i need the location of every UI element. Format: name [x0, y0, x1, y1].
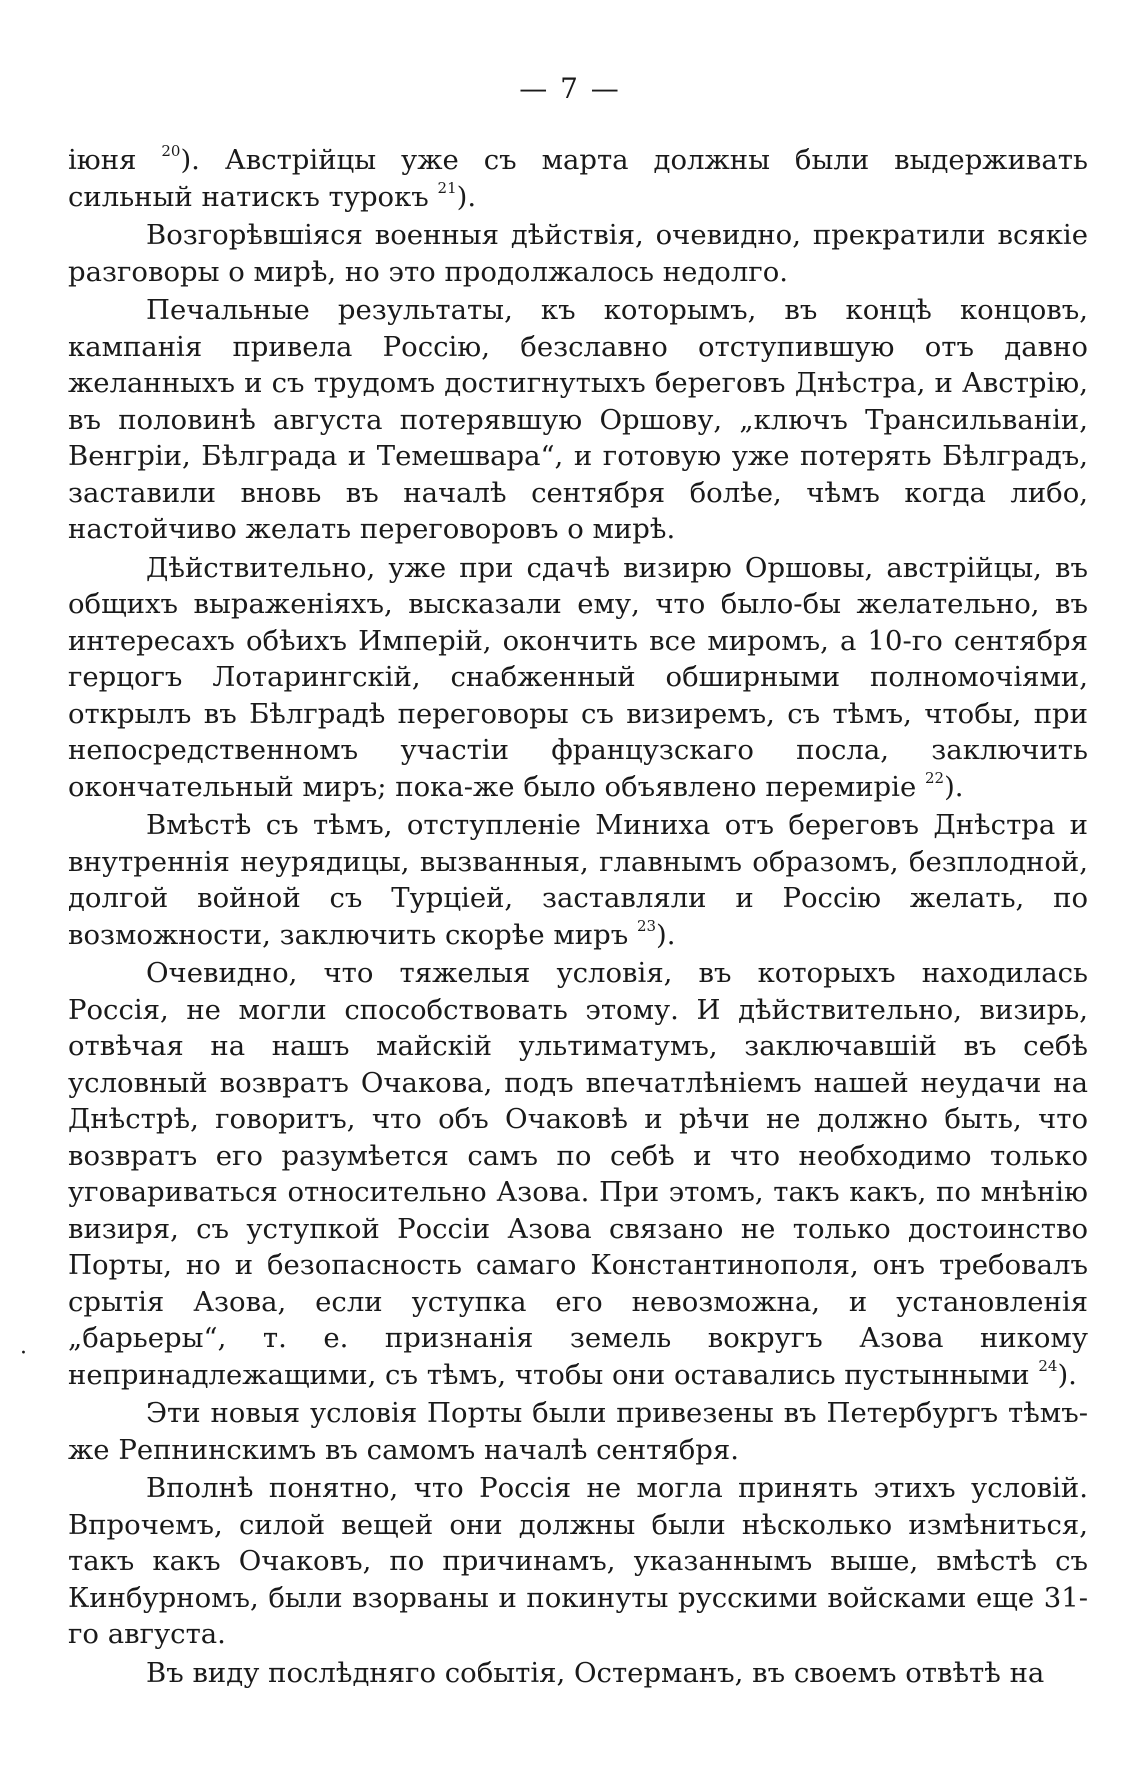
- paragraph: [68, 1395, 1088, 1468]
- paragraph-text: Вполнѣ понятно, что Россія не могла принять этихъ условій. Впрочемъ, силой вещей они должны были нѣсколько измѣниться, такъ какъ Очаковъ, по причинамъ, указаннымъ выше, вмѣстѣ съ Кинбурномъ, были взорваны и покинуты русскими войсками еще 31-го августа.: [68, 1472, 1088, 1650]
- footnote-ref: 21: [437, 178, 457, 197]
- footnote-ref: 22: [924, 768, 945, 787]
- paragraph-text: Печальные результаты, къ которымъ, въ концѣ концовъ, кампанія привела Россію, безславно отступившую отъ давно желанныхъ и съ трудомъ достигнутыхъ береговъ Днѣстра, и Австрію, въ половинѣ августа потерявшую Оршову, „ключъ Трансильваніи, Венгріи, Бѣлграда и Темешвара“, и готовую уже потерять Бѣлградъ, заставили вновь въ началѣ сентября болѣе, чѣмъ когда либо, настойчиво желать переговоровъ о мирѣ.: [68, 294, 1088, 545]
- paragraph-text: ).: [944, 770, 964, 803]
- paragraph: [68, 142, 1088, 215]
- paragraph-text: ).: [656, 918, 676, 951]
- paragraph-text: іюня: [68, 144, 162, 176]
- paragraph: [68, 807, 1088, 953]
- paragraph-text: ).: [1057, 1358, 1077, 1391]
- paragraph: [68, 292, 1088, 548]
- paragraph-text: ).: [456, 180, 477, 213]
- footnote-ref: 20: [161, 142, 181, 160]
- paragraph-text: Въ виду послѣдняго событія, Остерманъ, въ своемъ отвѣтѣ на: [146, 1656, 1045, 1689]
- paragraph-text: Вмѣстѣ съ тѣмъ, отступленіе Миниха отъ береговъ Днѣстра и внутреннія неурядицы, вызванныя, главнымъ образомъ, безплодной, долгой войной съ Турціей, заставляли и Россію желать, по возможности, заключить скорѣе миръ: [68, 809, 1088, 951]
- margin-mark: ·: [20, 1341, 27, 1366]
- page-number: — 7 —: [519, 72, 621, 105]
- paragraph-text: Возгорѣвшіяся военныя дѣйствія, очевидно, прекратили всякіе разговоры о мирѣ, но это продолжалось недолго.: [68, 219, 1088, 288]
- paragraph: [68, 550, 1088, 806]
- paragraph-text: Очевидно, что тяжелыя условія, въ которыхъ находилась Россія, не могли способствовать этому. И дѣйствительно, визирь, отвѣчая на нашъ майскій ультиматумъ, заключавшій въ себѣ условный возвратъ Очакова, подъ впечатлѣніемъ нашей неудачи на Днѣстрѣ, говоритъ, что объ Очаковѣ и рѣчи не должно быть, что возвратъ его разумѣется самъ по себѣ и что необходимо только уговариваться относительно Азова. При этомъ, такъ какъ, по мнѣнію визиря, съ уступкой Россіи Азова связано не только достоинство Порты, но и безопасность самаго Константинополя, онъ требовалъ срытія Азова, если уступка его невозможна, и установленія „барьеры“, т. е. признанія земель вокругъ Азова никому непринадлежащими, съ тѣмъ, чтобы они оставались пустынными: [68, 957, 1088, 1391]
- paragraph: [68, 217, 1088, 290]
- paragraph-text: Дѣйствительно, уже при сдачѣ визирю Оршовы, австрійцы, въ общихъ выраженіяхъ, высказали ему, что было-бы желательно, въ интересахъ обѣихъ Имперій, окончить все миромъ, а 10-го сентября герцогъ Лотарингскій, снабженный обширными полномочіями, открылъ въ Бѣлградѣ переговоры съ визиремъ, съ тѣмъ, чтобы, при непосредственномъ участіи французскаго посла, заключить окончательный миръ; пока-же было объявлено перемиріе: [68, 551, 1088, 803]
- paragraph-text: ). Австрійцы уже съ марта должны были выдерживать сильный натискъ турокъ: [68, 144, 1088, 213]
- footnote-ref: 24: [1038, 1356, 1058, 1375]
- paragraph: [68, 1655, 1088, 1692]
- paragraph: [68, 955, 1088, 1393]
- body-text: [68, 142, 1088, 1691]
- paragraph: [68, 1470, 1088, 1653]
- footnote-ref: 23: [636, 916, 657, 935]
- paragraph-text: Эти новыя условія Порты были привезены въ Петербургъ тѣмъ-же Репнинскимъ въ самомъ началѣ сентября.: [68, 1397, 1088, 1466]
